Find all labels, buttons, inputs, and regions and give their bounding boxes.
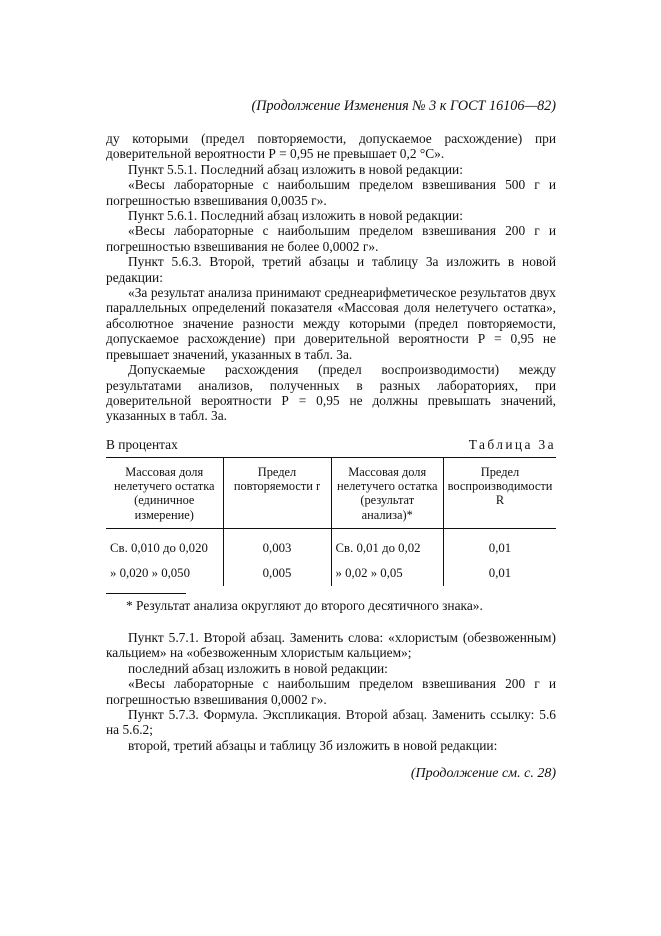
paragraph: «Весы лабораторные с наибольшим пределом взвешивания 200 г и погрешностью взвешивания не более 0,0002 г». bbox=[106, 223, 556, 254]
table-cell: 0,01 bbox=[444, 528, 557, 561]
table-cell: 0,003 bbox=[223, 528, 331, 561]
paragraph: Пункт 5.5.1. Последний абзац изложить в новой редакции: bbox=[128, 161, 463, 177]
paragraph: второй, третий абзацы и таблицу 3б изложить в новой редакции: bbox=[128, 737, 498, 753]
paragraph: Пункт 5.7.1. Второй абзац. Заменить слова: «хлористым (обезвоженным) кальцием» на «обезвоженным хлористым кальцием»; bbox=[106, 630, 556, 661]
table-row bbox=[106, 528, 556, 561]
paragraph: «За результат анализа принимают среднеарифметическое результатов двух параллельных определений показателя «Массовая доля нелетучего остатка», абсолютное значение разности между которыми (предел повторяемости, допускаемое расхождение) при доверительной вероятности Р = 0,95 не превышает значений, указанных в табл. 3а. bbox=[106, 285, 556, 362]
table-units-label: В процентах bbox=[106, 437, 178, 452]
table-footnote: * Результат анализа округляют до второго десятичного знака». bbox=[126, 598, 483, 613]
paragraph: «Весы лабораторные с наибольшим пределом взвешивания 500 г и погрешностью взвешивания 0,0035 г». bbox=[106, 177, 556, 208]
paragraph: Допускаемые расхождения (предел воспроизводимости) между результатами анализов, полученных в разных лабораториях, при доверительной вероятности Р = 0,95 не должны превышать значений, указанных в табл. 3а. bbox=[106, 362, 556, 424]
column-header: Предел повторяемости r bbox=[223, 458, 331, 529]
paragraph: последний абзац изложить в новой редакции: bbox=[128, 660, 388, 676]
paragraph: Пункт 5.6.3. Второй, третий абзацы и таблицу 3а изложить в новой редакции: bbox=[106, 254, 556, 285]
table-cell: 0,01 bbox=[444, 561, 557, 586]
page-header: (Продолжение Изменения № 3 к ГОСТ 16106—82) bbox=[251, 98, 556, 114]
table-cell: Св. 0,01 до 0,02 bbox=[331, 528, 444, 561]
column-header: Массовая доля нелетучего остатка (результат анализа)* bbox=[331, 458, 444, 529]
table-cell: 0,005 bbox=[223, 561, 331, 586]
table-row bbox=[106, 561, 556, 586]
table-cell: Св. 0,010 до 0,020 bbox=[110, 540, 208, 555]
paragraph: ду которыми (предел повторяемости, допускаемое расхождение) при доверительной вероятности Р = 0,95 не превышает 0,2 °С». bbox=[106, 131, 556, 162]
paragraph: «Весы лабораторные с наибольшим пределом взвешивания 200 г и погрешностью взвешивания 0,0002 г». bbox=[106, 676, 556, 707]
table-header-row bbox=[106, 458, 556, 529]
body-text-bottom bbox=[106, 630, 556, 753]
column-header: Массовая доля нелетучего остатка (единичное измерение) bbox=[106, 458, 223, 529]
table-cell: » 0,020 » 0,050 bbox=[110, 565, 190, 580]
table-number-label: Таблица 3а bbox=[468, 437, 556, 452]
body-text-top bbox=[106, 131, 556, 424]
paragraph: Пункт 5.6.1. Последний абзац изложить в новой редакции: bbox=[128, 208, 463, 224]
data-table bbox=[106, 457, 556, 586]
table-cell: » 0,02 » 0,05 bbox=[331, 561, 444, 586]
table-caption bbox=[106, 437, 556, 453]
footnote-divider bbox=[106, 593, 186, 594]
paragraph: Пункт 5.7.3. Формула. Экспликация. Второй абзац. Заменить ссылку: 5.6 на 5.6.2; bbox=[106, 707, 556, 738]
page-footer: (Продолжение см. с. 28) bbox=[410, 766, 556, 781]
column-header: Предел воспроизводимости R bbox=[444, 458, 557, 529]
